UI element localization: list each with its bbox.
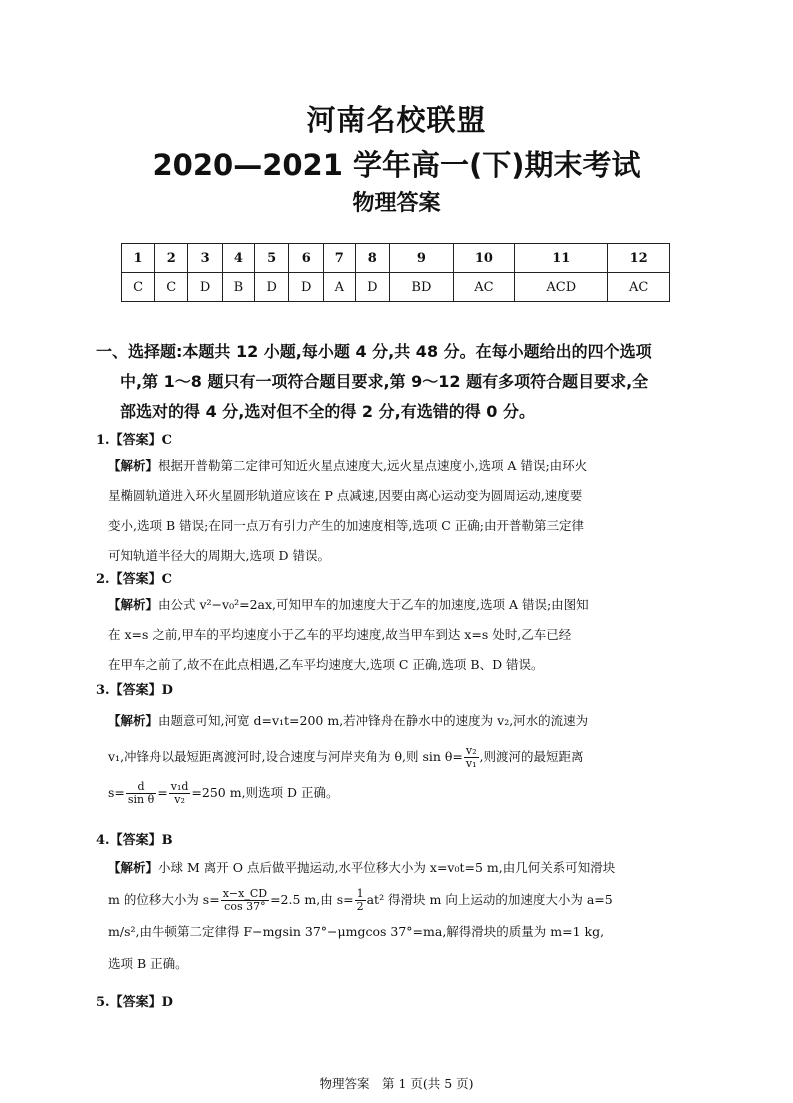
analysis-line: 在 x=s 之前,甲车的平均速度小于乙车的平均速度,故当甲车到达 x=s 处时,乙车已经 [108, 627, 572, 642]
question-number: 4 [222, 244, 254, 273]
analysis-text: =250 m,则选项 D 正确。 [191, 785, 339, 800]
answer-value: B [161, 833, 173, 848]
page-footer: 物理答案 第 1 页(共 5 页) [319, 1076, 474, 1091]
question-number-label: 3. [96, 683, 110, 698]
question-3-answer [96, 679, 173, 698]
subject-title: 物理答案 [352, 191, 441, 216]
question-number: 3 [188, 244, 223, 273]
fraction-displacement: $\frac{x-x\_CD}{\cos 37^\circ}$ [222, 887, 268, 913]
question-1-answer [96, 429, 172, 448]
analysis-text: = [157, 785, 168, 800]
analysis-tag: 【解析】 [108, 713, 159, 728]
question-number-label: 4. [96, 833, 110, 848]
analysis-line: 可知轨道半径大的周期大,选项 D 错误。 [108, 548, 330, 563]
answer-tag: 【答案】 [109, 995, 162, 1010]
question-number: 1 [122, 244, 155, 273]
analysis-tag: 【解析】 [108, 597, 159, 612]
answer-cell: AC [453, 273, 515, 302]
question-4-answer [96, 829, 173, 848]
question-5-answer [96, 991, 173, 1010]
section-heading-line: 中,第 1～8 题只有一项符合题目要求,第 9～12 题有多项符合题目要求,全 [120, 372, 649, 391]
answer-cell: AC [608, 273, 670, 302]
analysis-line: 由题意可知,河宽 d=v₁t=200 m,若冲锋舟在静水中的速度为 v₂,河水的流速为 [158, 713, 589, 728]
question-number: 8 [355, 244, 390, 273]
answer-cell: A [324, 273, 355, 302]
answer-cell: C [122, 273, 155, 302]
analysis-line: 选项 B 正确。 [108, 956, 188, 971]
exam-title: 2020—2021 学年高一(下)期末考试 [152, 148, 641, 182]
answer-cell: B [222, 273, 254, 302]
fraction-one-half: $\frac{1}{2}$ [356, 887, 364, 913]
analysis-line: 星椭圆轨道进入环火星圆形轨道应该在 P 点减速,因要由离心运动变为圆周运动,速度要 [108, 488, 583, 503]
question-2-analysis [108, 590, 698, 680]
answer-cell: D [289, 273, 324, 302]
section-heading-line: 一、选择题:本题共 12 小题,每小题 4 分,共 48 分。在每小题给出的四个选项 [96, 342, 652, 361]
analysis-text: =2.5 m,由 s= [270, 892, 354, 907]
question-4-analysis [108, 852, 698, 980]
answer-tag: 【答案】 [109, 572, 162, 587]
question-number-label: 2. [96, 572, 110, 587]
question-number: 5 [254, 244, 289, 273]
analysis-line: ,则渡河的最短距离 [479, 749, 584, 764]
analysis-text: at² 得滑块 m 向上运动的加速度大小为 a=5 [366, 892, 613, 907]
question-number: 12 [608, 244, 670, 273]
question-number-label: 1. [96, 433, 110, 448]
analysis-text: s= [108, 785, 125, 800]
analysis-line: m/s²,由牛顿第二定律得 F−mgsin 37°−μmgcos 37°=ma,解得滑块的质量为 m=1 kg, [108, 924, 605, 939]
analysis-line: m 的位移大小为 s= [108, 892, 220, 907]
answer-tag: 【答案】 [109, 833, 162, 848]
analysis-tag: 【解析】 [108, 458, 159, 473]
analysis-line: 在甲车之前了,故不在此点相遇,乙车平均速度大,选项 C 正确,选项 B、D 错误。 [108, 657, 544, 672]
fraction-v1d-over-v2: $\frac{\text{v₁d}}{\text{v₂}}$ [170, 780, 189, 806]
analysis-line: 由公式 v²−v₀²=2ax,可知甲车的加速度大于乙车的加速度,选项 A 错误;由图知 [158, 597, 589, 612]
answer-table-numbers-row [122, 244, 670, 273]
analysis-line: 小球 M 离开 O 点后做平抛运动,水平位移大小为 x=v₀t=5 m,由几何关系可知滑块 [158, 860, 616, 875]
answer-tag: 【答案】 [109, 433, 162, 448]
question-number: 7 [324, 244, 355, 273]
question-number: 2 [155, 244, 188, 273]
answer-cell: BD [390, 273, 454, 302]
section-heading-line: 部选对的得 4 分,选对但不全的得 2 分,有选错的得 0 分。 [120, 402, 535, 421]
answer-cell: D [355, 273, 390, 302]
answer-tag: 【答案】 [109, 683, 162, 698]
answer-value: C [161, 433, 172, 448]
question-1-analysis [108, 451, 698, 571]
analysis-line: 根据开普勒第二定律可知近火星点速度大,远火星点速度小,选项 A 错误;由环火 [158, 458, 588, 473]
answer-table-answers-row [122, 273, 670, 302]
section-instructions [96, 337, 706, 427]
question-number: 11 [515, 244, 608, 273]
answer-value: C [161, 572, 172, 587]
answer-value: D [161, 995, 173, 1010]
answer-table [121, 243, 670, 302]
question-number: 6 [289, 244, 324, 273]
analysis-tag: 【解析】 [108, 860, 159, 875]
question-number: 10 [453, 244, 515, 273]
question-number-label: 5. [96, 995, 110, 1010]
question-3-analysis [108, 703, 698, 811]
answer-cell: C [155, 273, 188, 302]
question-2-answer [96, 568, 172, 587]
answer-value: D [161, 683, 173, 698]
school-alliance-title: 河南名校联盟 [306, 103, 487, 137]
question-number: 9 [390, 244, 454, 273]
answer-cell: ACD [515, 273, 608, 302]
answer-cell: D [254, 273, 289, 302]
answer-cell: D [188, 273, 223, 302]
analysis-line: 变小,选项 B 错误;在同一点万有引力产生的加速度相等,选项 C 正确;由开普勒第三定律 [108, 518, 585, 533]
fraction-d-over-sin: $\frac{d}{\text{sin θ}}$ [127, 780, 155, 806]
fraction-v2-over-v1: $\frac{\text{v₂}}{\text{v₁}}$ [465, 744, 477, 770]
analysis-line: v₁,冲锋舟以最短距离渡河时,设合速度与河岸夹角为 θ,则 sin θ= [108, 749, 463, 764]
